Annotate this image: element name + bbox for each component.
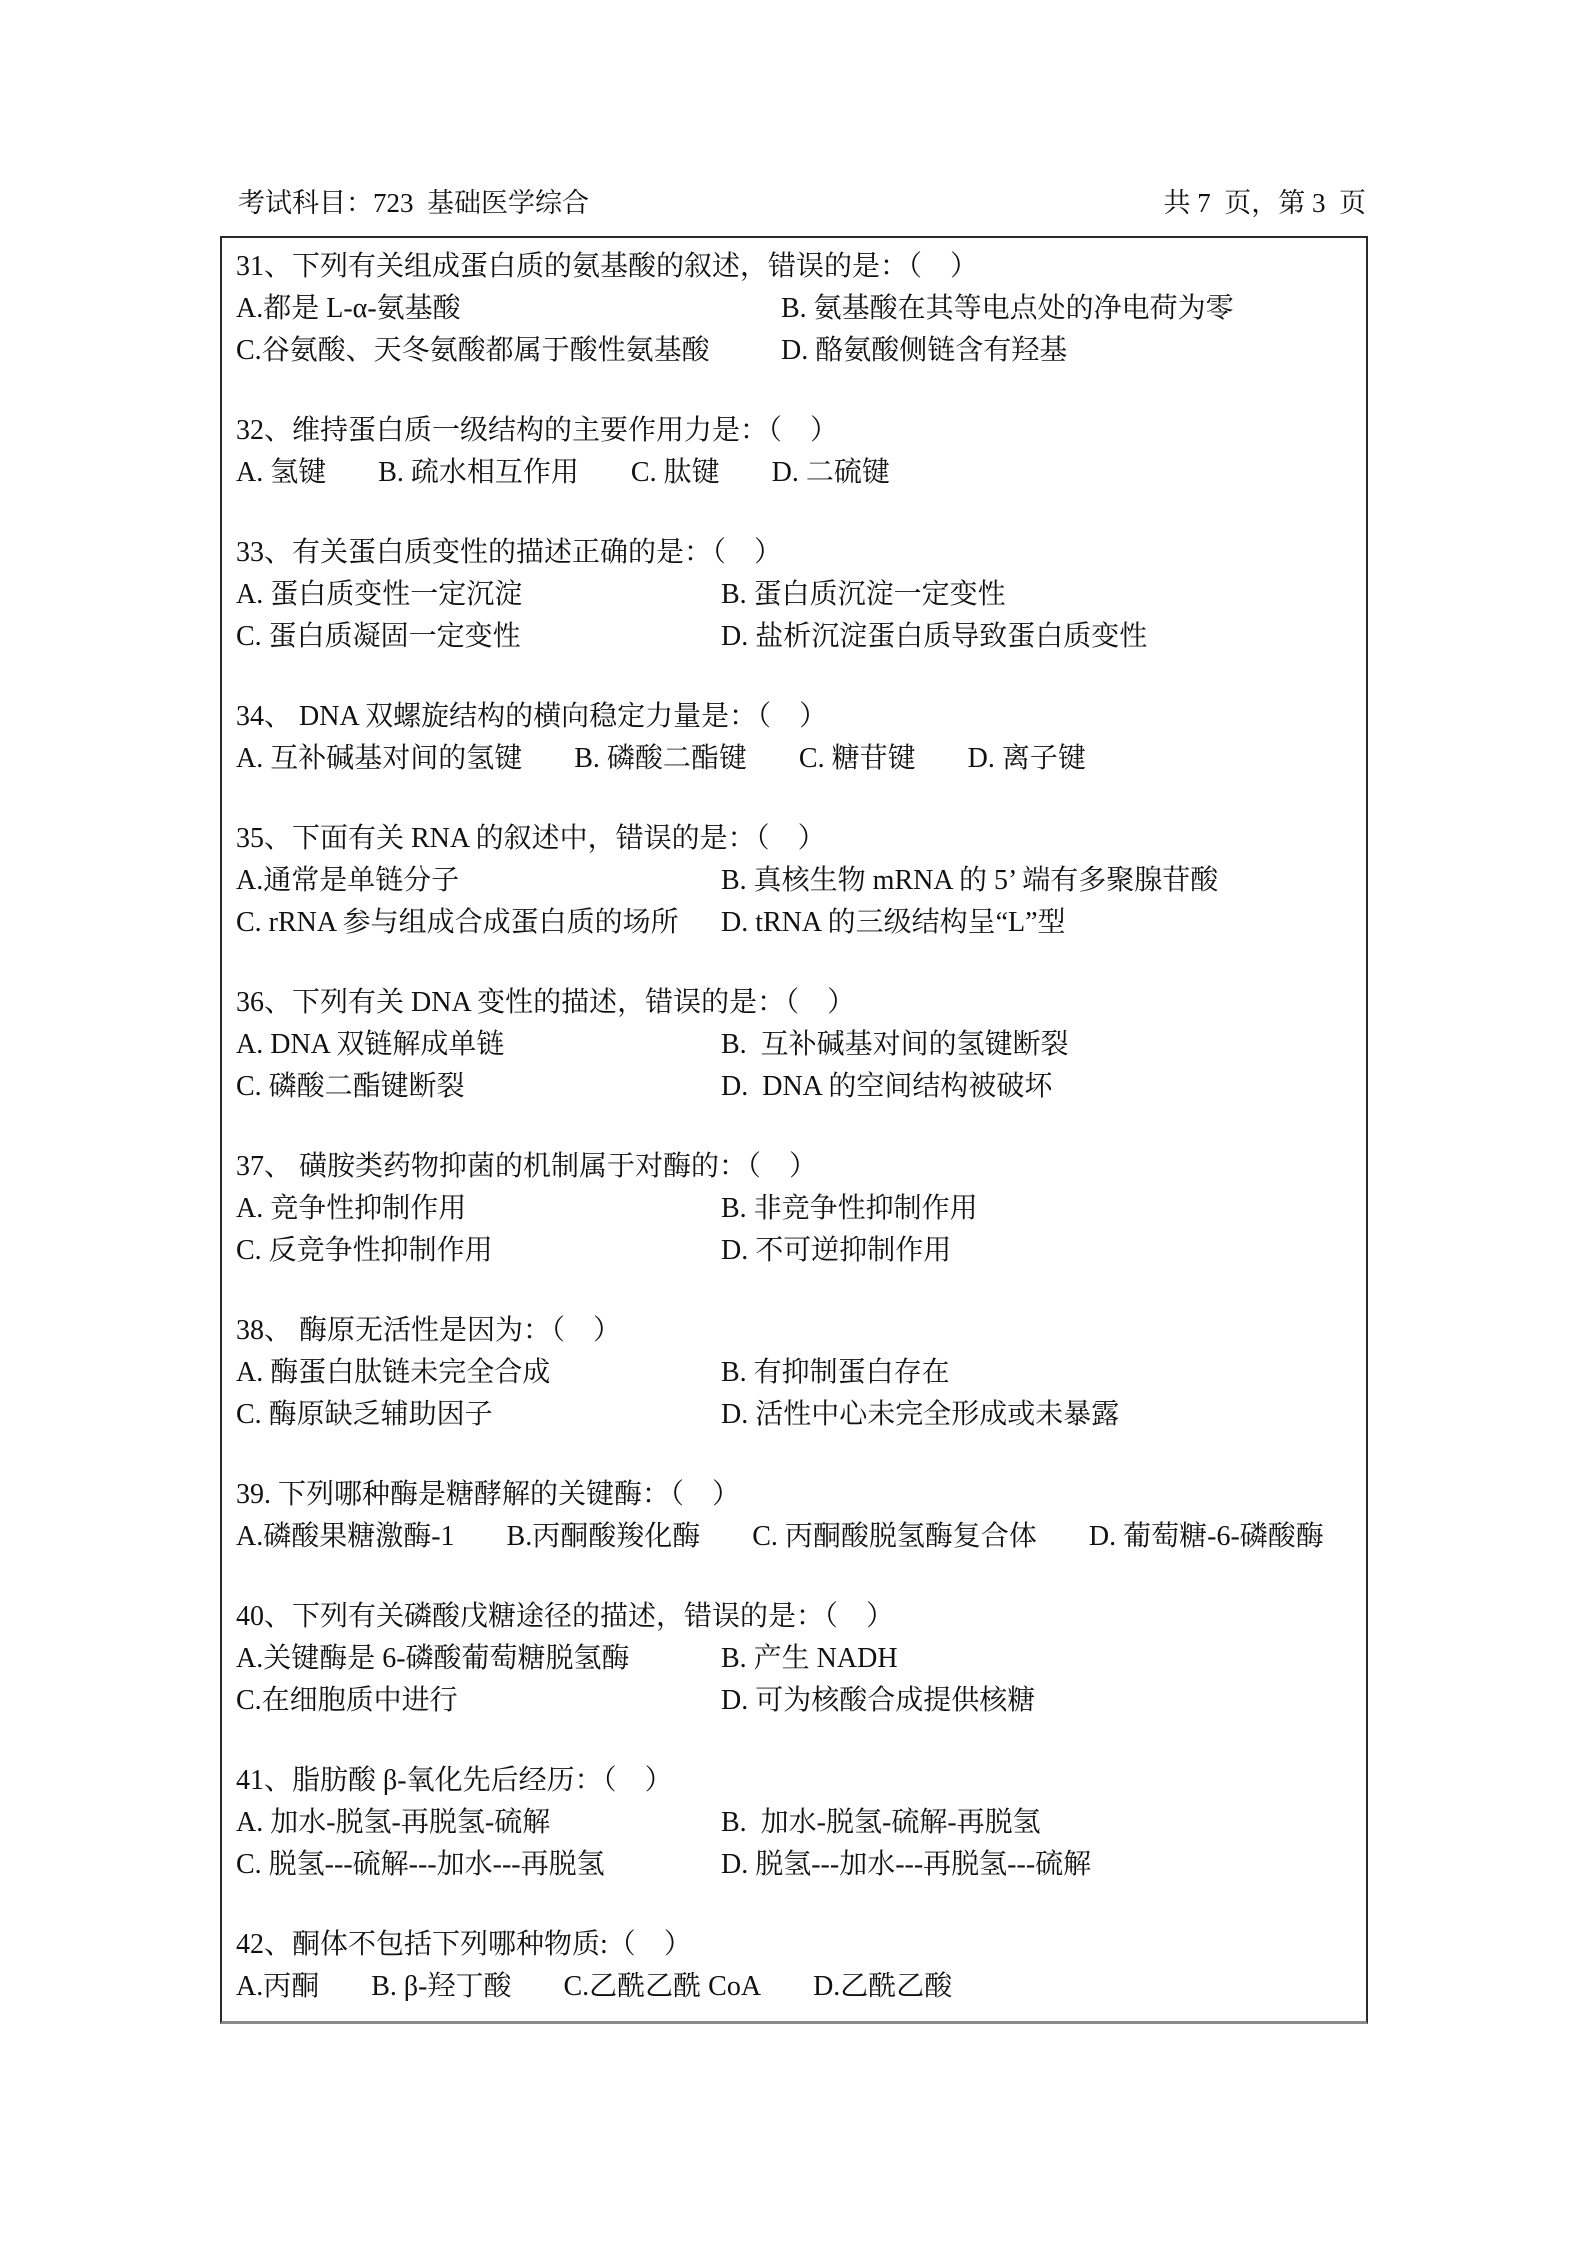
option-cell: C. 反竞争性抑制作用 [236, 1235, 493, 1266]
option-cell: A.关键酶是 6-磷酸葡萄糖脱氢酶 [236, 1643, 630, 1674]
option-cell: D. 葡萄糖-6-磷酸酶 [1088, 1521, 1324, 1552]
option-row [236, 1066, 1354, 1108]
question-stem: 35、下面有关 RNA 的叙述中，错误的是：（ ） [236, 823, 826, 854]
option-cell: D. DNA 的空间结构被破坏 [721, 1071, 1053, 1102]
option-row [236, 902, 1354, 944]
option-cell: A.丙酮 [236, 1971, 320, 2002]
question-block [236, 1310, 1354, 1436]
question-block [236, 818, 1354, 944]
option-cell: A. 加水-脱氢-再脱氢-硫解 [236, 1807, 551, 1838]
option-row [236, 1966, 1354, 2008]
option-row [236, 1188, 1354, 1230]
question-block [236, 532, 1354, 658]
option-cell: C. 磷酸二酯键断裂 [236, 1071, 465, 1102]
option-cell: D. 脱氢---加水---再脱氢---硫解 [721, 1849, 1092, 1880]
option-row [236, 452, 1354, 494]
option-cell: A. 竞争性抑制作用 [236, 1193, 467, 1224]
option-cell: B. 产生 NADH [721, 1643, 898, 1674]
option-cell: C. 蛋白质凝固一定变性 [236, 621, 521, 652]
option-cell: C. rRNA 参与组成合成蛋白质的场所 [236, 907, 679, 938]
question-stem: 38、 酶原无活性是因为：（ ） [236, 1315, 622, 1346]
option-cell: C.乙酰乙酰 CoA [563, 1971, 762, 2002]
option-row [236, 1844, 1354, 1886]
option-cell: B. 加水-脱氢-硫解-再脱氢 [721, 1807, 1041, 1838]
option-row [236, 860, 1354, 902]
option-row [236, 1802, 1354, 1844]
question-block [236, 1760, 1354, 1886]
option-cell: D. 活性中心未完全形成或未暴露 [721, 1399, 1120, 1430]
option-row [236, 1352, 1354, 1394]
option-cell: D. 二硫键 [771, 457, 890, 488]
option-cell: A.磷酸果糖激酶-1 [236, 1521, 455, 1552]
option-cell: B. 氨基酸在其等电点处的净电荷为零 [781, 293, 1234, 324]
exam-subject-label: 考试科目：723 基础医学综合 [238, 188, 589, 218]
question-block [236, 696, 1354, 780]
option-cell: A. DNA 双链解成单链 [236, 1029, 505, 1060]
question-stem: 34、 DNA 双螺旋结构的横向稳定力量是：（ ） [236, 701, 828, 732]
option-cell: B. 磷酸二酯键 [574, 743, 747, 774]
question-stem: 42、酮体不包括下列哪种物质:（ ） [236, 1929, 692, 1960]
question-stem: 37、 磺胺类药物抑菌的机制属于对酶的：（ ） [236, 1151, 818, 1182]
page-header [238, 186, 1366, 220]
option-cell: D. 盐析沉淀蛋白质导致蛋白质变性 [721, 621, 1148, 652]
option-row [236, 1516, 1354, 1558]
question-stem: 36、下列有关 DNA 变性的描述，错误的是：（ ） [236, 987, 856, 1018]
option-cell: C. 糖苷键 [798, 743, 916, 774]
option-cell: C. 脱氢---硫解---加水---再脱氢 [236, 1849, 605, 1880]
option-cell: B. 非竞争性抑制作用 [721, 1193, 978, 1224]
option-cell: C.谷氨酸、天冬氨酸都属于酸性氨基酸 [236, 335, 710, 366]
option-cell: A.都是 L-α-氨基酸 [236, 293, 461, 324]
option-cell: B. 真核生物 mRNA 的 5’ 端有多聚腺苷酸 [721, 865, 1219, 896]
option-cell: B.丙酮酸羧化酶 [506, 1521, 701, 1552]
option-row [236, 1680, 1354, 1722]
page-number-info: 共 7 页，第 3 页 [1163, 188, 1366, 218]
question-block [236, 1146, 1354, 1272]
option-row [236, 1230, 1354, 1272]
option-row [236, 288, 1354, 330]
option-cell: A. 酶蛋白肽链未完全合成 [236, 1357, 551, 1388]
question-block [236, 1596, 1354, 1722]
option-cell: B. β-羟丁酸 [371, 1971, 512, 2002]
option-cell: D. 不可逆抑制作用 [721, 1235, 952, 1266]
option-cell: D. 离子键 [967, 743, 1086, 774]
option-cell: A. 氢键 [236, 457, 327, 488]
option-cell: D. 酪氨酸侧链含有羟基 [781, 335, 1068, 366]
option-row [236, 616, 1354, 658]
option-cell: B. 互补碱基对间的氢键断裂 [721, 1029, 1069, 1060]
option-cell: D.乙酰乙酸 [813, 1971, 953, 2002]
questions-box [220, 236, 1368, 2024]
option-cell: C. 酶原缺乏辅助因子 [236, 1399, 493, 1430]
option-cell: C. 丙酮酸脱氢酶复合体 [752, 1521, 1037, 1552]
option-cell: A.通常是单链分子 [236, 865, 460, 896]
option-cell: B. 蛋白质沉淀一定变性 [721, 579, 1006, 610]
question-block [236, 1924, 1354, 2008]
option-row [236, 738, 1354, 780]
question-stem: 31、下列有关组成蛋白质的氨基酸的叙述，错误的是：（ ） [236, 251, 979, 282]
question-stem: 33、有关蛋白质变性的描述正确的是：（ ） [236, 537, 783, 568]
option-cell: A. 互补碱基对间的氢键 [236, 743, 523, 774]
option-row [236, 330, 1354, 372]
question-block [236, 982, 1354, 1108]
question-stem: 40、下列有关磷酸戊糖途径的描述，错误的是：（ ） [236, 1601, 895, 1632]
option-cell: A. 蛋白质变性一定沉淀 [236, 579, 523, 610]
question-stem: 39. 下列哪种酶是糖酵解的关键酶：（ ） [236, 1479, 741, 1510]
option-cell: D. 可为核酸合成提供核糖 [721, 1685, 1036, 1716]
option-row [236, 1024, 1354, 1066]
option-row [236, 1638, 1354, 1680]
question-stem: 41、脂肪酸 β-氧化先后经历：（ ） [236, 1765, 673, 1796]
question-block [236, 410, 1354, 494]
option-cell: C.在细胞质中进行 [236, 1685, 458, 1716]
option-cell: B. 有抑制蛋白存在 [721, 1357, 950, 1388]
option-cell: B. 疏水相互作用 [378, 457, 579, 488]
option-cell: D. tRNA 的三级结构呈“L”型 [721, 907, 1066, 938]
question-stem: 32、维持蛋白质一级结构的主要作用力是：（ ） [236, 415, 839, 446]
option-row [236, 1394, 1354, 1436]
option-cell: C. 肽键 [630, 457, 720, 488]
question-block [236, 246, 1354, 372]
question-block [236, 1474, 1354, 1558]
option-row [236, 574, 1354, 616]
